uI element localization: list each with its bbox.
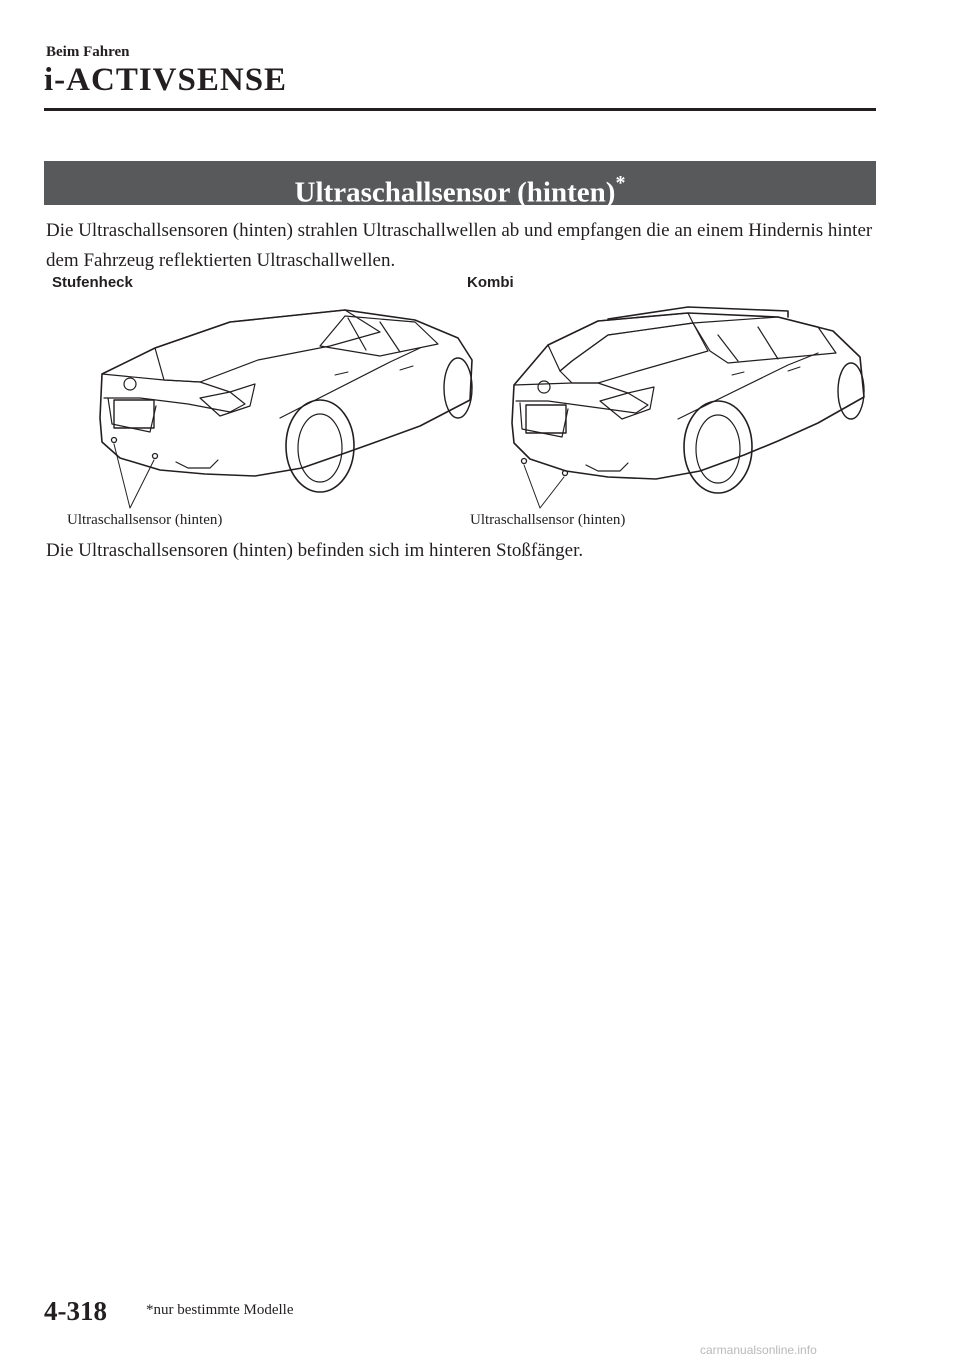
section-banner [44, 161, 876, 209]
wagon-label: Kombi [467, 274, 514, 291]
wagon-sensor-callout: Ultraschallsensor (hinten) [470, 512, 626, 528]
asterisk-marker: * [615, 172, 626, 194]
title-rule [44, 108, 876, 111]
wagon-rear-illustration [488, 305, 873, 510]
section-kicker: Beim Fahren [46, 44, 130, 60]
sedan-sensor-callout: Ultraschallsensor (hinten) [67, 512, 223, 528]
watermark: carmanualsonline.info [700, 1343, 817, 1357]
footnote: *nur bestimmte Modelle [146, 1302, 294, 1318]
intro-paragraph: Die Ultraschallsensoren (hinten) strahlen Ultraschallwellen ab und empfangen die an einem Hindernis hinter dem Fahrzeug reflektierten Ultraschallwellen. [46, 220, 873, 271]
page-title: i-ACTIVSENSE [44, 62, 288, 98]
banner-title: Ultraschallsensor (hinten) [294, 176, 616, 209]
sedan-rear-illustration [80, 300, 480, 510]
sedan-label: Stufenheck [52, 274, 133, 291]
location-paragraph: Die Ultraschallsensoren (hinten) befinden sich im hinteren Stoßfänger. [46, 540, 584, 561]
page-number: 4-318 [44, 1296, 107, 1326]
